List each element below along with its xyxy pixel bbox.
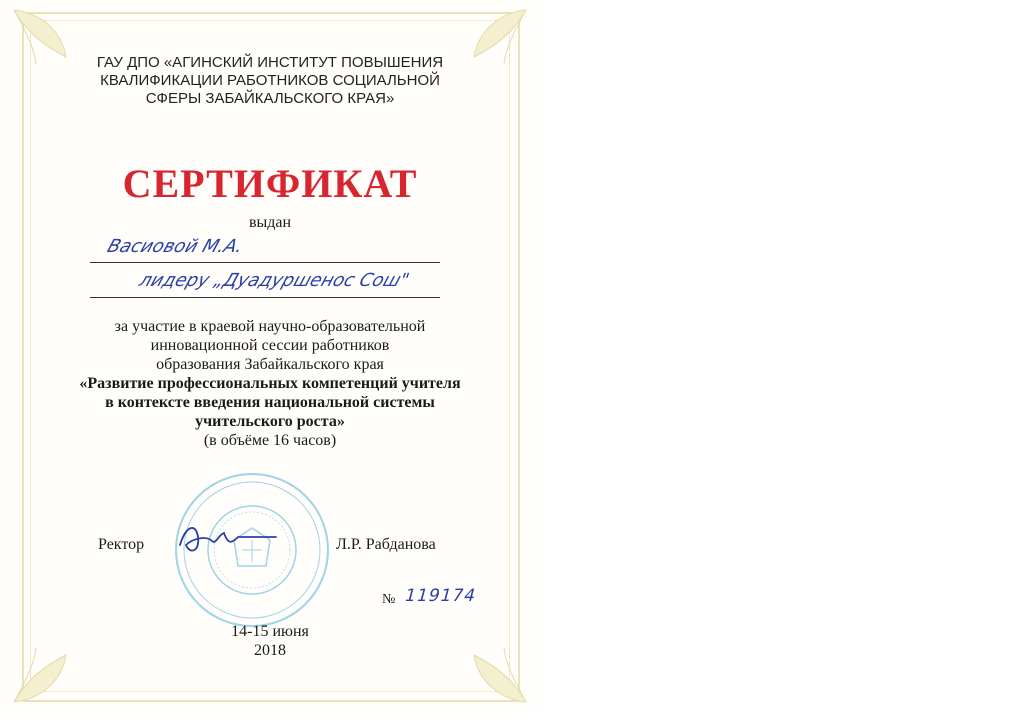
org-line: КВАЛИФИКАЦИИ РАБОТНИКОВ СОЦИАЛЬНОЙ bbox=[100, 72, 440, 89]
recipient-position: лидеру „Дуадуршенос Сош" bbox=[136, 270, 412, 291]
certificate-title: СЕРТИФИКАТ bbox=[122, 161, 418, 206]
body-line: за участие в краевой научно-образовательной bbox=[114, 318, 426, 335]
certificate-body bbox=[60, 317, 480, 450]
signature-icon bbox=[172, 515, 282, 560]
session-title-line: «Развитие профессиональных компетенций учителя bbox=[79, 375, 461, 392]
body-line: образования Забайкальского края bbox=[156, 356, 384, 373]
body-line: инновационной сессии работников bbox=[150, 337, 390, 354]
certificate-date bbox=[60, 622, 480, 660]
organization-name bbox=[60, 54, 480, 108]
certificate-number: 119174 bbox=[402, 586, 479, 606]
certificate-number-label: № bbox=[382, 592, 396, 607]
org-line: СФЕРЫ ЗАБАЙКАЛЬСКОГО КРАЯ» bbox=[145, 90, 395, 107]
issued-label: выдан bbox=[248, 214, 292, 231]
session-title-line: учительского роста» bbox=[195, 413, 345, 430]
recipient-name: Васиовой М.А. bbox=[104, 236, 246, 257]
hours-line: (в объёме 16 часов) bbox=[203, 432, 337, 449]
recipient-underline bbox=[90, 297, 440, 298]
signatory-name: Л.Р. Рабданова bbox=[336, 536, 436, 553]
date-day: 14-15 июня bbox=[231, 623, 309, 640]
org-line: ГАУ ДПО «АГИНСКИЙ ИНСТИТУТ ПОВЫШЕНИЯ bbox=[96, 54, 444, 71]
session-title-line: в контексте введения национальной системы bbox=[105, 394, 435, 411]
signatory-role: Ректор bbox=[98, 536, 145, 553]
recipient-underline bbox=[90, 262, 440, 263]
date-year: 2018 bbox=[254, 642, 286, 659]
